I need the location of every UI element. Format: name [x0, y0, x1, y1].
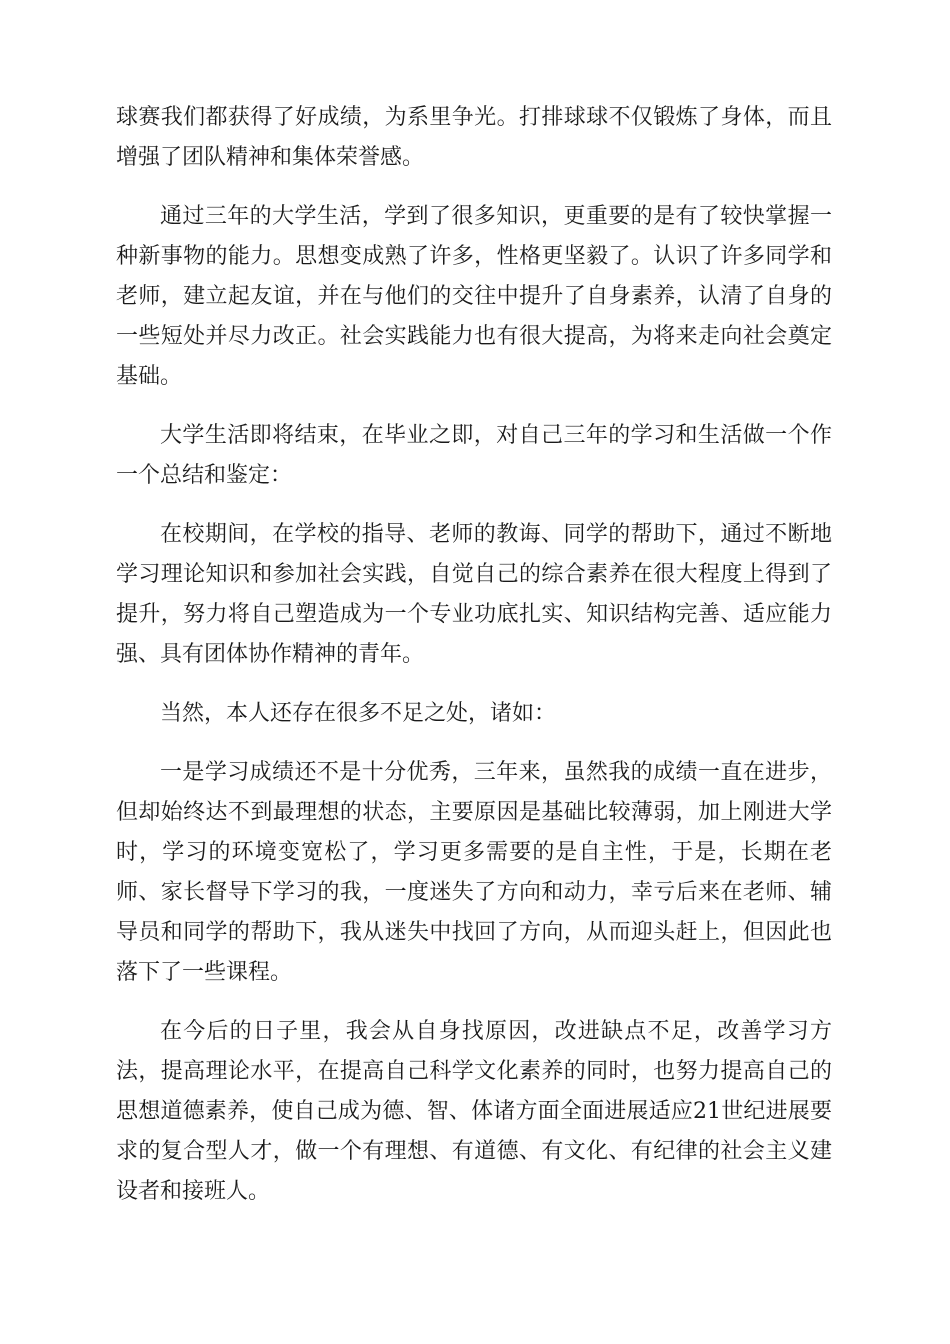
document-page	[116, 98, 832, 1231]
paragraph-3: 大学生活即将结束，在毕业之即，对自己三年的学习和生活做一个作一个总结和鉴定：	[116, 423, 832, 488]
paragraph-1: 球赛我们都获得了好成绩，为系里争光。打排球球不仅锻炼了身体，而且增强了团队精神和集体荣誉感。	[116, 105, 832, 170]
paragraph-5: 当然，本人还存在很多不足之处，诸如：	[160, 701, 557, 726]
paragraph-6: 一是学习成绩还不是十分优秀，三年来，虽然我的成绩一直在进步，但却始终达不到最理想的状态，主要原因是基础比较薄弱，加上刚进大学时，学习的环境变宽松了，学习更多需要的是自主性，于是，长期在老师、家长督导下学习的我，一度迷失了方向和动力，幸亏后来在老师、辅导员和同学的帮助下，我从迷失中找回了方向，从而迎头赶上，但因此也落下了一些课程。	[116, 760, 832, 985]
paragraph-4: 在校期间，在学校的指导、老师的教诲、同学的帮助下，通过不断地学习理论知识和参加社会实践，自觉自己的综合素养在很大程度上得到了提升，努力将自己塑造成为一个专业功底扎实、知识结构完善、适应能力强、具有团体协作精神的青年。	[116, 522, 832, 667]
paragraph-7: 在今后的日子里，我会从自身找原因，改进缺点不足，改善学习方法，提高理论水平，在提高自己科学文化素养的同时，也努力提高自己的思想道德素养，使自己成为德、智、体诸方面全面进展适应21世纪进展要求的复合型人才，做一个有理想、有道德、有文化、有纪律的社会主义建设者和接班人。	[116, 1019, 832, 1204]
paragraph-2: 通过三年的大学生活，学到了很多知识，更重要的是有了较快掌握一种新事物的能力。思想变成熟了许多，性格更坚毅了。认识了许多同学和老师，建立起友谊，并在与他们的交往中提升了自身素养，认清了自身的一些短处并尽力改正。社会实践能力也有很大提高，为将来走向社会奠定基础。	[116, 204, 832, 389]
